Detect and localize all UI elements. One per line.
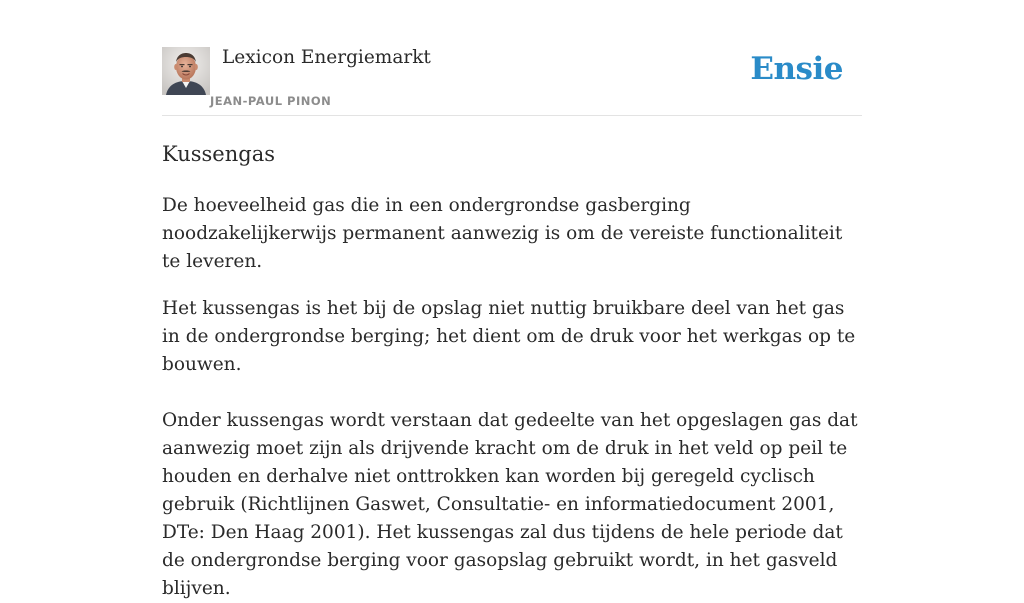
brand-logo[interactable]: Ensie bbox=[750, 51, 843, 87]
author-photo-icon bbox=[162, 47, 210, 95]
description-paragraph: Het kussengas is het bij de opslag niet nuttig bruikbare deel van het gas in de ondergrondse berging; het dient om de druk voor het werkgas op te bouwen. bbox=[162, 298, 856, 375]
author-name[interactable]: JEAN-PAUL PINON bbox=[210, 94, 332, 108]
definition-paragraph: De hoeveelheid gas die in een ondergrondse gasberging noodzakelijkerwijs permanent aanwezig is om de vereiste functionaliteit te leveren. bbox=[162, 195, 843, 272]
article bbox=[162, 138, 862, 603]
lexicon-title-link[interactable]: Lexicon Energiemarkt bbox=[222, 47, 431, 68]
header bbox=[162, 44, 862, 116]
term-title: Kussengas bbox=[162, 142, 275, 166]
description-paragraph: Onder kussengas wordt verstaan dat gedeelte van het opgeslagen gas dat aanwezig moet zijn als drijvende kracht om de druk in het veld op peil te houden en derhalve niet onttrokken kan worden bij geregeld cyclisch gebruik (Richtlijnen Gaswet, Consultatie- en informatiedocument 2001, DTe: Den Haag 2001). Het kussengas zal dus tijdens de hele periode dat de ondergrondse berging voor gasopslag gebruikt wordt, in het gasveld blijven. bbox=[162, 410, 858, 599]
avatar[interactable] bbox=[162, 47, 210, 95]
